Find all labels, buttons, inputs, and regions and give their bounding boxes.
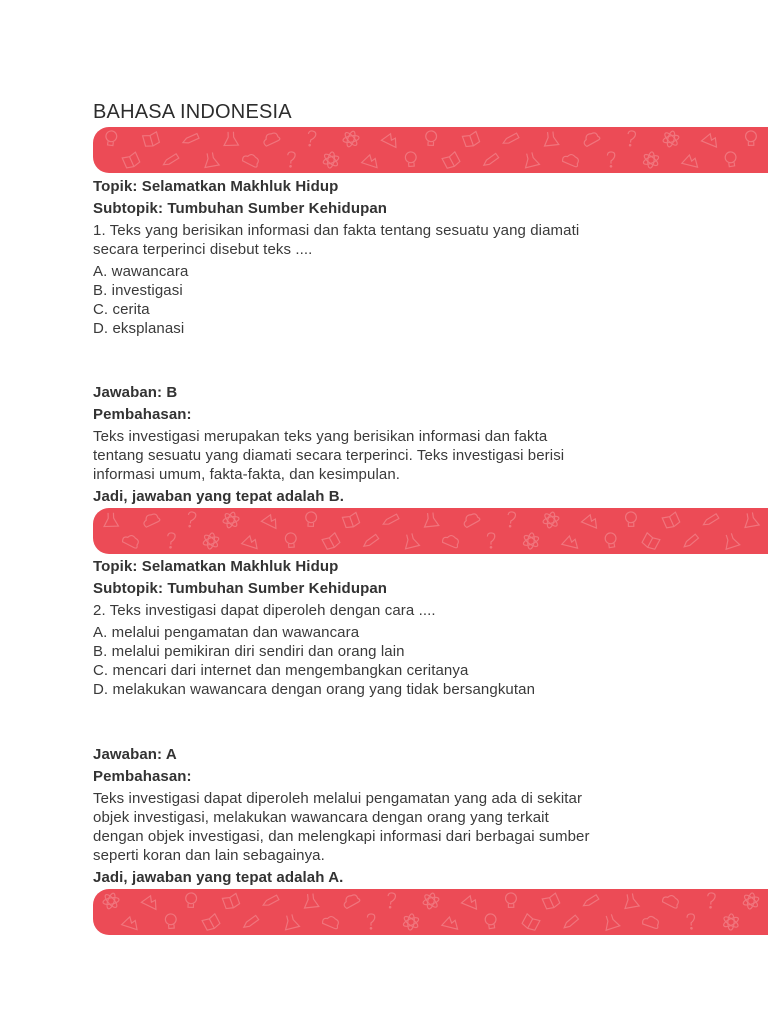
option-b: B. investigasi	[93, 282, 183, 299]
answer-label: Jawaban: A	[93, 746, 177, 763]
decorative-banner	[93, 127, 768, 173]
lightbulb-icon	[484, 913, 497, 929]
mountain-icon	[141, 893, 160, 909]
pencil-icon	[583, 893, 599, 909]
lightbulb-icon	[625, 512, 636, 527]
flask-icon	[224, 132, 239, 146]
lightbulb-icon	[745, 131, 756, 146]
lightbulb-icon	[185, 893, 197, 908]
book-icon	[542, 893, 560, 910]
lightbulb-icon	[505, 893, 516, 908]
discussion-text: informasi umum, fakta-fakta, dan kesimpulan.	[93, 466, 401, 483]
mountain-icon	[581, 513, 600, 528]
option-c: C. mencari dari internet dan mengembangkan ceritanya	[93, 662, 469, 679]
discussion-text: tentang sesuatu yang diamati secara terperinci. Teks investigasi berisi	[93, 447, 565, 464]
discussion-text: seperti koran dan lain sebagainya.	[93, 847, 325, 864]
question-icon	[506, 511, 515, 527]
conclusion-text: Jadi, jawaban yang tepat adalah B.	[93, 488, 344, 505]
flask-icon	[104, 513, 119, 527]
conclusion-text: Jadi, jawaban yang tepat adalah A.	[93, 869, 344, 886]
mountain-icon	[442, 916, 460, 930]
pencil-icon	[263, 892, 280, 909]
book-icon	[662, 512, 680, 529]
cloud-icon	[581, 130, 600, 147]
question-text: 1. Teks yang berisikan informasi dan fakta tentang sesuatu yang diamati	[93, 222, 580, 239]
pencil-icon	[244, 914, 259, 929]
question-icon	[186, 511, 196, 527]
mountain-icon	[701, 132, 720, 147]
pencil-icon	[684, 533, 699, 548]
pencil-icon	[183, 130, 200, 147]
pencil-icon	[703, 512, 719, 528]
question-icon	[687, 914, 695, 930]
atom-icon	[321, 149, 342, 171]
question-icon	[287, 152, 295, 168]
cloud-icon	[642, 914, 661, 929]
discussion-text: objek investigasi, melakukan wawancara dengan orang yang terkait	[93, 809, 549, 826]
option-d: D. melakukan wawancara dengan orang yang tidak bersangkutan	[93, 681, 536, 698]
answer-block-2	[93, 745, 713, 890]
book-icon	[342, 512, 360, 529]
atom-icon	[640, 149, 662, 171]
mountain-icon	[682, 154, 700, 168]
answer-block-1	[93, 383, 713, 509]
cloud-icon	[442, 533, 461, 548]
cloud-icon	[242, 152, 261, 168]
flask-icon	[203, 152, 220, 168]
mountain-icon	[362, 153, 380, 167]
lightbulb-icon	[405, 151, 417, 166]
atom-icon	[421, 891, 441, 912]
question-icon	[607, 152, 614, 167]
flask-icon	[282, 913, 299, 930]
atom-icon	[661, 129, 681, 150]
book-icon	[122, 152, 140, 169]
pencil-icon	[484, 152, 499, 167]
flask-icon	[602, 913, 620, 930]
cloud-icon	[122, 533, 141, 549]
mountain-icon	[122, 915, 140, 929]
mountain-icon	[261, 512, 280, 528]
lightbulb-icon	[305, 512, 317, 527]
flask-icon	[543, 131, 559, 146]
page-title: BAHASA INDONESIA	[93, 101, 292, 123]
decorative-banner	[93, 508, 768, 554]
lightbulb-icon	[165, 913, 177, 928]
subtopic-label: Subtopik: Tumbuhan Sumber Kehidupan	[93, 580, 388, 597]
discussion-text: Teks investigasi dapat diperoleh melalui pengamatan yang ada di sekitar	[93, 790, 583, 807]
cloud-icon	[562, 152, 581, 167]
book-icon	[462, 131, 480, 148]
mountain-icon	[242, 534, 260, 548]
question-block-2	[93, 557, 713, 699]
atom-icon	[201, 530, 222, 552]
book-icon	[641, 533, 660, 551]
cloud-icon	[461, 511, 480, 528]
question-icon	[306, 130, 316, 146]
flask-icon	[303, 893, 319, 908]
lightbulb-icon	[724, 151, 737, 167]
cloud-icon	[261, 131, 280, 147]
flask-icon	[402, 532, 419, 549]
option-d: D. eksplanasi	[93, 320, 185, 337]
cloud-icon	[341, 892, 360, 909]
discussion-text: Teks investigasi merupakan teks yang berisikan informasi dan fakta	[93, 428, 548, 445]
lightbulb-icon	[425, 131, 437, 146]
atom-icon	[101, 891, 120, 911]
lightbulb-icon	[105, 130, 117, 146]
question-icon	[386, 892, 395, 908]
option-a: A. wawancara	[93, 263, 189, 280]
mountain-icon	[381, 131, 400, 147]
option-b: B. melalui pemikiran diri sendiri dan orang lain	[93, 643, 405, 660]
pencil-icon	[364, 533, 379, 548]
discussion-label: Pembahasan:	[93, 406, 192, 423]
question-icon	[367, 914, 374, 929]
decorative-banner	[93, 889, 768, 935]
question-icon	[626, 130, 635, 146]
book-icon	[222, 893, 240, 910]
book-icon	[442, 152, 461, 170]
pencil-icon	[163, 152, 179, 168]
topic-label: Topik: Selamatkan Makhluk Hidup	[93, 178, 339, 195]
flask-icon	[623, 893, 640, 909]
answer-label: Jawaban: B	[93, 384, 178, 401]
option-a: A. melalui pengamatan dan wawancara	[93, 624, 360, 641]
banner-pattern	[93, 127, 768, 173]
question-icon	[167, 533, 175, 549]
discussion-label: Pembahasan:	[93, 768, 192, 785]
atom-icon	[541, 510, 561, 531]
atom-icon	[221, 510, 240, 530]
question-text: 2. Teks investigasi dapat diperoleh dengan cara ....	[93, 602, 436, 619]
book-icon	[521, 914, 540, 932]
book-icon	[143, 132, 160, 148]
pencil-icon	[503, 130, 520, 147]
question-icon	[707, 893, 715, 909]
atom-icon	[741, 890, 762, 912]
subtopic-label: Subtopik: Tumbuhan Sumber Kehidupan	[93, 200, 388, 217]
question-icon	[487, 533, 494, 548]
flask-icon	[423, 512, 439, 527]
book-icon	[322, 533, 341, 551]
flask-icon	[522, 151, 539, 168]
lightbulb-icon	[604, 532, 617, 548]
question-text: secara terperinci disebut teks ....	[93, 241, 313, 258]
cloud-icon	[662, 893, 681, 909]
atom-icon	[720, 911, 742, 934]
mountain-icon	[461, 894, 480, 909]
question-block-1	[93, 177, 713, 338]
mountain-icon	[562, 535, 580, 549]
atom-icon	[341, 129, 360, 149]
cloud-icon	[322, 914, 341, 929]
atom-icon	[520, 530, 542, 552]
option-c: C. cerita	[93, 301, 150, 318]
pencil-icon	[383, 511, 400, 528]
pencil-icon	[564, 914, 579, 929]
discussion-text: dengan objek investigasi, dan melengkapi informasi dari berbagai sumber	[93, 828, 590, 845]
topic-label: Topik: Selamatkan Makhluk Hidup	[93, 558, 339, 575]
atom-icon	[400, 911, 422, 933]
cloud-icon	[141, 512, 160, 528]
flask-icon	[743, 512, 760, 528]
banner-pattern	[93, 508, 768, 554]
book-icon	[202, 914, 221, 932]
banner-pattern	[93, 889, 768, 935]
lightbulb-icon	[285, 532, 297, 547]
flask-icon	[722, 532, 740, 549]
